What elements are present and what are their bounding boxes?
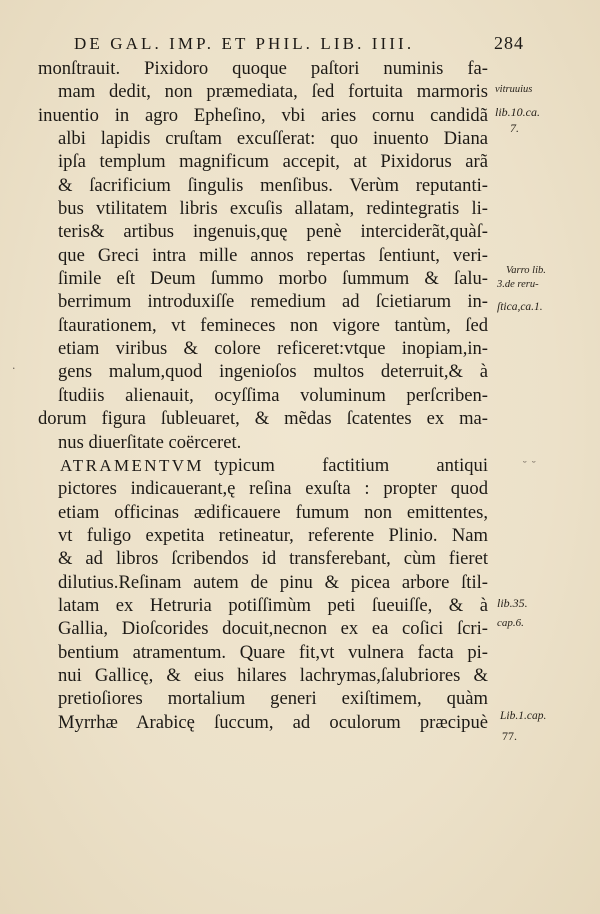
- paragraph-initial-word: ATRAMENTVM: [60, 455, 204, 475]
- text-line: dilutius.Reſinam autem de pinu & picea arbore ſtil-: [58, 571, 488, 593]
- ink-speck-mark: ˘ ˘: [522, 460, 537, 473]
- text-line: ſimile eſt Deum ſummo morbo ſummum & ſalu-: [58, 268, 488, 290]
- marginal-note: 7.: [510, 121, 519, 135]
- text-line: albi lapidis cruſtam excuſſerat: quo inuento Diana: [58, 128, 488, 150]
- text-line: inuentio in agro Epheſino, vbi aries cornu candidã: [38, 104, 488, 126]
- text-line: que Greci intra mille annos repertas ſentiunt, veri-: [58, 244, 488, 266]
- text-line-rest: typicum factitium antiqui: [213, 454, 488, 476]
- marginal-note: lib.10.ca.: [495, 105, 540, 119]
- text-line: & ad libros ſcribendos id transferebant, cùm fieret: [58, 548, 488, 570]
- text-line: etiam officinas ædificauere fumum non emittentes,: [58, 501, 488, 523]
- text-line: dorum figura ſubleuaret, & mẽdas ſcatentes ex ma-: [38, 408, 488, 430]
- text-line: ſtudiis alienauit, ocyſſima voluminum perſcriben-: [58, 384, 488, 406]
- text-line: teris& artibus ingenuis,quę penè interciderãt,quàſ-: [58, 221, 488, 243]
- running-header: [74, 34, 524, 54]
- marginal-note: 77.: [502, 729, 517, 743]
- text-line: mam dedit, non præmediata, ſed fortuita marmoris: [58, 81, 488, 103]
- text-line: & ſacrificium ſingulis menſibus. Verùm reputanti-: [58, 174, 488, 196]
- text-line: etiam viribus & colore reficeret:vtque inopiam,in-: [58, 338, 488, 360]
- text-line: pretioſiores mortalium generi exiſtimem, quàm: [58, 688, 488, 710]
- text-line: vt fuligo expetita retineatur, referente Plinio. Nam: [58, 524, 488, 546]
- ink-speck-mark: ·: [12, 362, 16, 375]
- body-text: [38, 57, 488, 734]
- marginal-note: vitruuius: [495, 84, 533, 95]
- marginal-note: lib.35.: [497, 596, 528, 610]
- marginal-note: ſtica,ca.1.: [497, 301, 543, 313]
- marginal-note: 3.de reru-: [497, 279, 539, 290]
- text-line: pictores indicauerant,ę reſina exuſta : propter quod: [58, 478, 488, 500]
- paragraph-start-line: [38, 454, 488, 477]
- text-line: gens malum,quod ingenioſos multos deterruit,& à: [58, 361, 488, 383]
- text-line: bentium atramentum. Quare fit,vt vulnera facta pi-: [58, 641, 488, 663]
- text-line: Myrrhæ Arabicę ſuccum, ad oculorum præcipuè: [58, 711, 488, 733]
- running-title: DE GAL. IMP. ET PHIL. LIB. IIII.: [74, 34, 415, 53]
- marginal-note: cap.6.: [497, 617, 524, 629]
- text-line: ipſa templum magnificum accepit, at Pixidorus arã: [58, 151, 488, 173]
- marginal-note: Lib.1.cap.: [500, 710, 547, 722]
- page-number: 284: [494, 33, 524, 53]
- text-line: nus diuerſitate coërceret.: [58, 431, 242, 453]
- text-line: latam ex Hetruria potiſſimùm peti ſueuiſſe, & à: [58, 594, 488, 616]
- text-line: ſtaurationem, vt femineces non vigore tantùm, ſed: [58, 314, 488, 336]
- text-line: Gallia, Dioſcorides docuit,necnon ex ea coſici ſcri-: [58, 618, 488, 640]
- marginal-note: Varro lib.: [506, 265, 546, 276]
- text-line: monſtrauit. Pixidoro quoque paſtori numinis fa-: [38, 58, 488, 79]
- text-line: berrimum introduxiſſe remedium ad ſcietiarum in-: [58, 291, 488, 313]
- text-line: nui Gallicę, & eius hilares lachrymas,ſalubriores &: [58, 664, 488, 686]
- text-line: bus vtilitatem libris excuſis allatam, redintegratis li-: [58, 198, 488, 220]
